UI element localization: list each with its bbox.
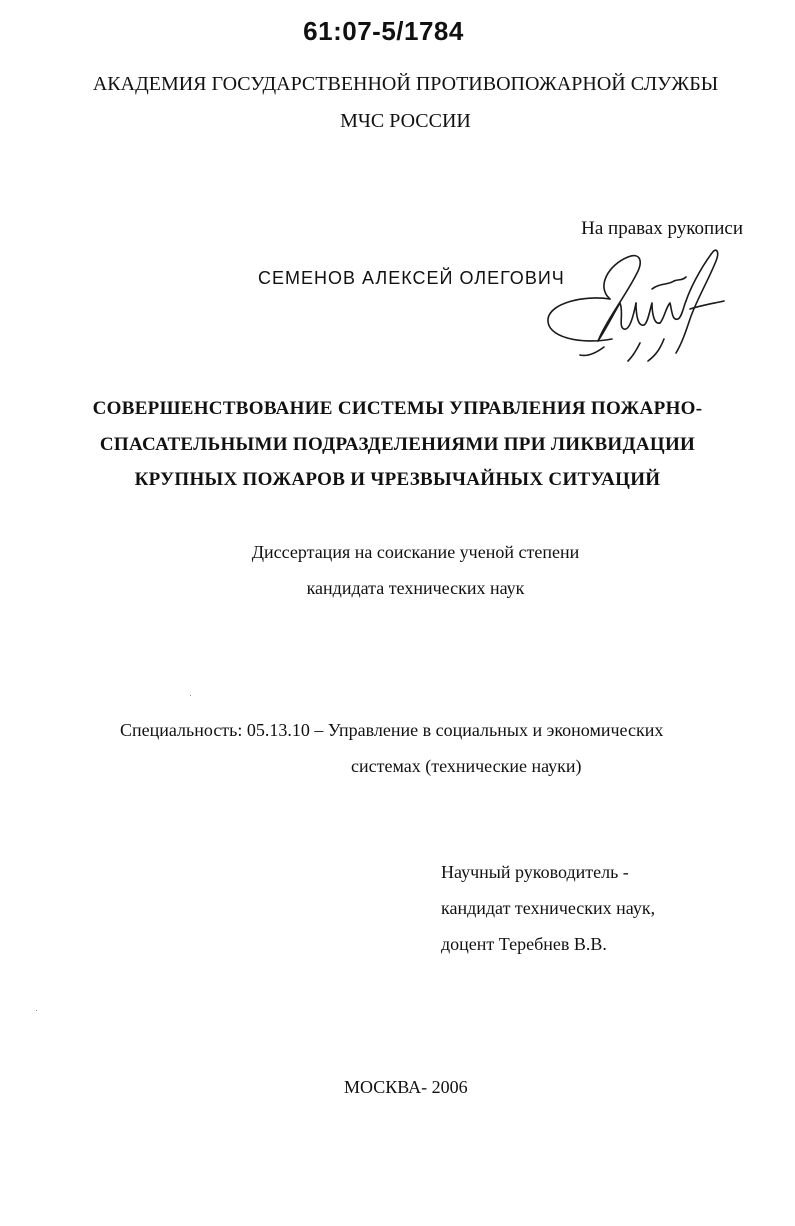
organization-name: АКАДЕМИЯ ГОСУДАРСТВЕННОЙ ПРОТИВОПОЖАРНОЙ СЛУЖБЫ xyxy=(92,73,719,95)
degree-line: Диссертация на соискание ученой степени xyxy=(251,542,580,562)
supervisor-line: доцент Теребнев В.В. xyxy=(441,934,607,954)
degree-line: кандидата технических наук xyxy=(306,578,525,598)
author-name: СЕМЕНОВ АЛЕКСЕЙ ОЛЕГОВИЧ xyxy=(258,268,565,288)
manuscript-note: На правах рукописи xyxy=(581,218,743,239)
specialty-line: Специальность: 05.13.10 – Управление в социальных и экономических xyxy=(120,720,664,740)
dissertation-title-line: КРУПНЫХ ПОЖАРОВ И ЧРЕЗВЫЧАЙНЫХ СИТУАЦИЙ xyxy=(134,469,661,490)
catalog-number: 61:07-5/1784 xyxy=(303,16,464,46)
dissertation-title-line: СОВЕРШЕНСТВОВАНИЕ СИСТЕМЫ УПРАВЛЕНИЯ ПОЖАРНО- xyxy=(92,398,703,419)
specialty-line: системах (технические науки) xyxy=(351,756,582,776)
handwritten-signature xyxy=(540,243,725,368)
supervisor-line: кандидат технических наук, xyxy=(441,898,656,918)
city-year: МОСКВА- 2006 xyxy=(344,1077,468,1097)
organization-ministry: МЧС РОССИИ xyxy=(340,110,471,132)
supervisor-line: Научный руководитель - xyxy=(441,862,629,882)
dissertation-title-line: СПАСАТЕЛЬНЫМИ ПОДРАЗДЕЛЕНИЯМИ ПРИ ЛИКВИДАЦИИ xyxy=(99,434,696,455)
scan-speck xyxy=(36,1010,37,1011)
scan-speck xyxy=(190,695,191,696)
